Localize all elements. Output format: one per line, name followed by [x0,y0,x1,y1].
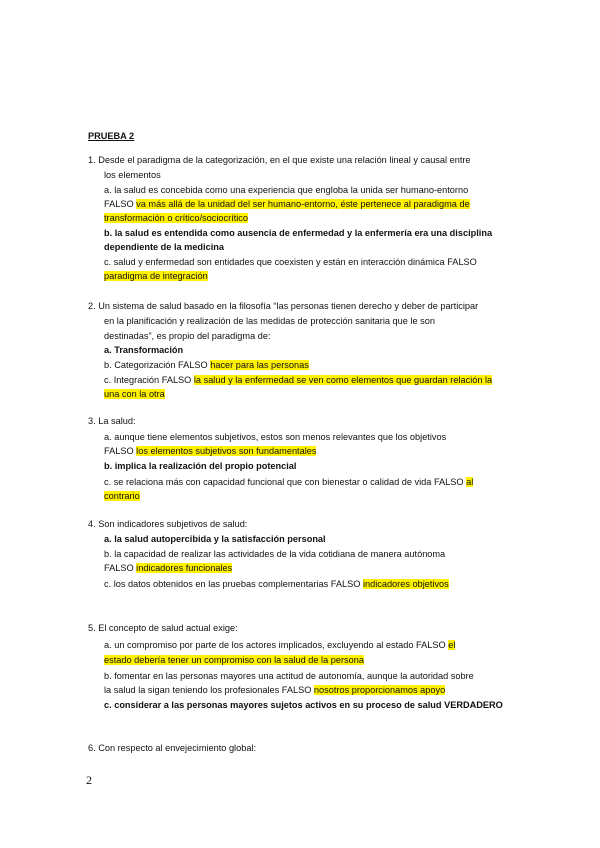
option-c-correct: c. considerar a las personas mayores sujetos activos en su proceso de salud VERDADERO [104,700,503,710]
option-b-correct: b. la salud es entendida como ausencia de enfermedad y la enfermería era una disciplina [104,228,493,238]
highlight-explanation: al [466,477,474,487]
question-stem-cont: los elementos [104,170,161,180]
option-a: a. la salud es concebida como una experiencia que engloba la unida ser humano-entorno [104,185,469,195]
highlight-explanation: la salud y la enfermedad se ven como elementos que guardan relación la [193,375,493,385]
option-c: c. los datos obtenidos en las pruebas complementarias FALSO indicadores objetivos [104,579,449,589]
highlight-explanation: transformación o crítico/sociocrítico [104,213,248,223]
option-b-answer: la salud la sigan teniendo los profesionales FALSO nosotros proporcionamos apoyo [104,685,446,695]
highlight-explanation: indicadores objetivos [362,579,449,589]
question-stem: 3. La salud: [88,416,136,426]
question-stem: 6. Con respecto al envejecimiento global: [88,743,257,753]
highlight-explanation: estado debería tener un compromiso con la salud de la persona [104,655,364,665]
highlight-explanation: paradigma de integración [104,271,208,281]
highlight-explanation: va más allá de la unidad del ser humano-entorno, éste pertenece al paradigma de [136,199,470,209]
question-stem: 1. Desde el paradigma de la categorización, en el que existe una relación lineal y causal entre [88,155,471,165]
highlight-explanation: nosotros proporcionamos apoyo [313,685,446,695]
page-number: 2 [86,773,92,787]
question-stem: 4. Son indicadores subjetivos de salud: [88,519,248,529]
question-stem: 5. El concepto de salud actual exige: [88,623,238,633]
page-title: PRUEBA 2 [88,131,135,141]
option-c: c. se relaciona más con capacidad funcional que con bienestar o calidad de vida FALSO al [104,477,474,487]
highlight-explanation: una con la otra [104,389,165,399]
option-b-correct: b. implica la realización del propio potencial [104,461,297,471]
option-a-answer: FALSO va más allá de la unidad del ser humano-entorno, éste pertenece al paradigma de [104,199,470,209]
question-stem: 2. Un sistema de salud basado en la filosofía “las personas tienen derecho y deber de participar [88,301,479,311]
option-c: c. Integración FALSO la salud y la enfermedad se ven como elementos que guardan relación la [104,375,493,385]
option-b-answer: FALSO indicadores funcionales [104,563,233,573]
option-a-cont [104,654,364,666]
highlight-explanation: indicadores funcionales [136,563,233,573]
option-a-answer: FALSO los elementos subjetivos son fundamentales [104,446,317,456]
option-a-correct: a. la salud autopercibida y la satisfacción personal [104,534,326,544]
option-a: a. un compromiso por parte de los actores implicados, excluyendo al estado FALSO el [104,640,456,650]
option-a-answer-cont [104,212,248,224]
option-c-answer [104,270,208,282]
option-c-cont [104,388,165,400]
highlight-explanation: hacer para las personas [210,360,309,370]
highlight-explanation: el [448,640,456,650]
option-b: b. la capacidad de realizar las actividades de la vida cotidiana de manera autónoma [104,549,446,559]
highlight-explanation: contrario [104,491,140,501]
option-c-cont [104,490,140,502]
option-b: b. Categorización FALSO hacer para las personas [104,360,309,370]
option-b-correct-cont: dependiente de la medicina [104,242,224,252]
option-c: c. salud y enfermedad son entidades que coexisten y están en interacción dinámica FALSO [104,257,477,267]
option-b: b. fomentar en las personas mayores una actitud de autonomía, aunque la autoridad sobre [104,671,474,681]
option-a-correct: a. Transformación [104,345,184,355]
highlight-explanation: los elementos subjetivos son fundamentales [136,446,317,456]
option-a: a. aunque tiene elementos subjetivos, estos son menos relevantes que los objetivos [104,432,447,442]
question-stem-cont: en la planificación y realización de las medidas de protección sanitaria que le son [104,316,435,326]
question-stem-cont: destinadas”, es propio del paradigma de: [104,331,271,341]
